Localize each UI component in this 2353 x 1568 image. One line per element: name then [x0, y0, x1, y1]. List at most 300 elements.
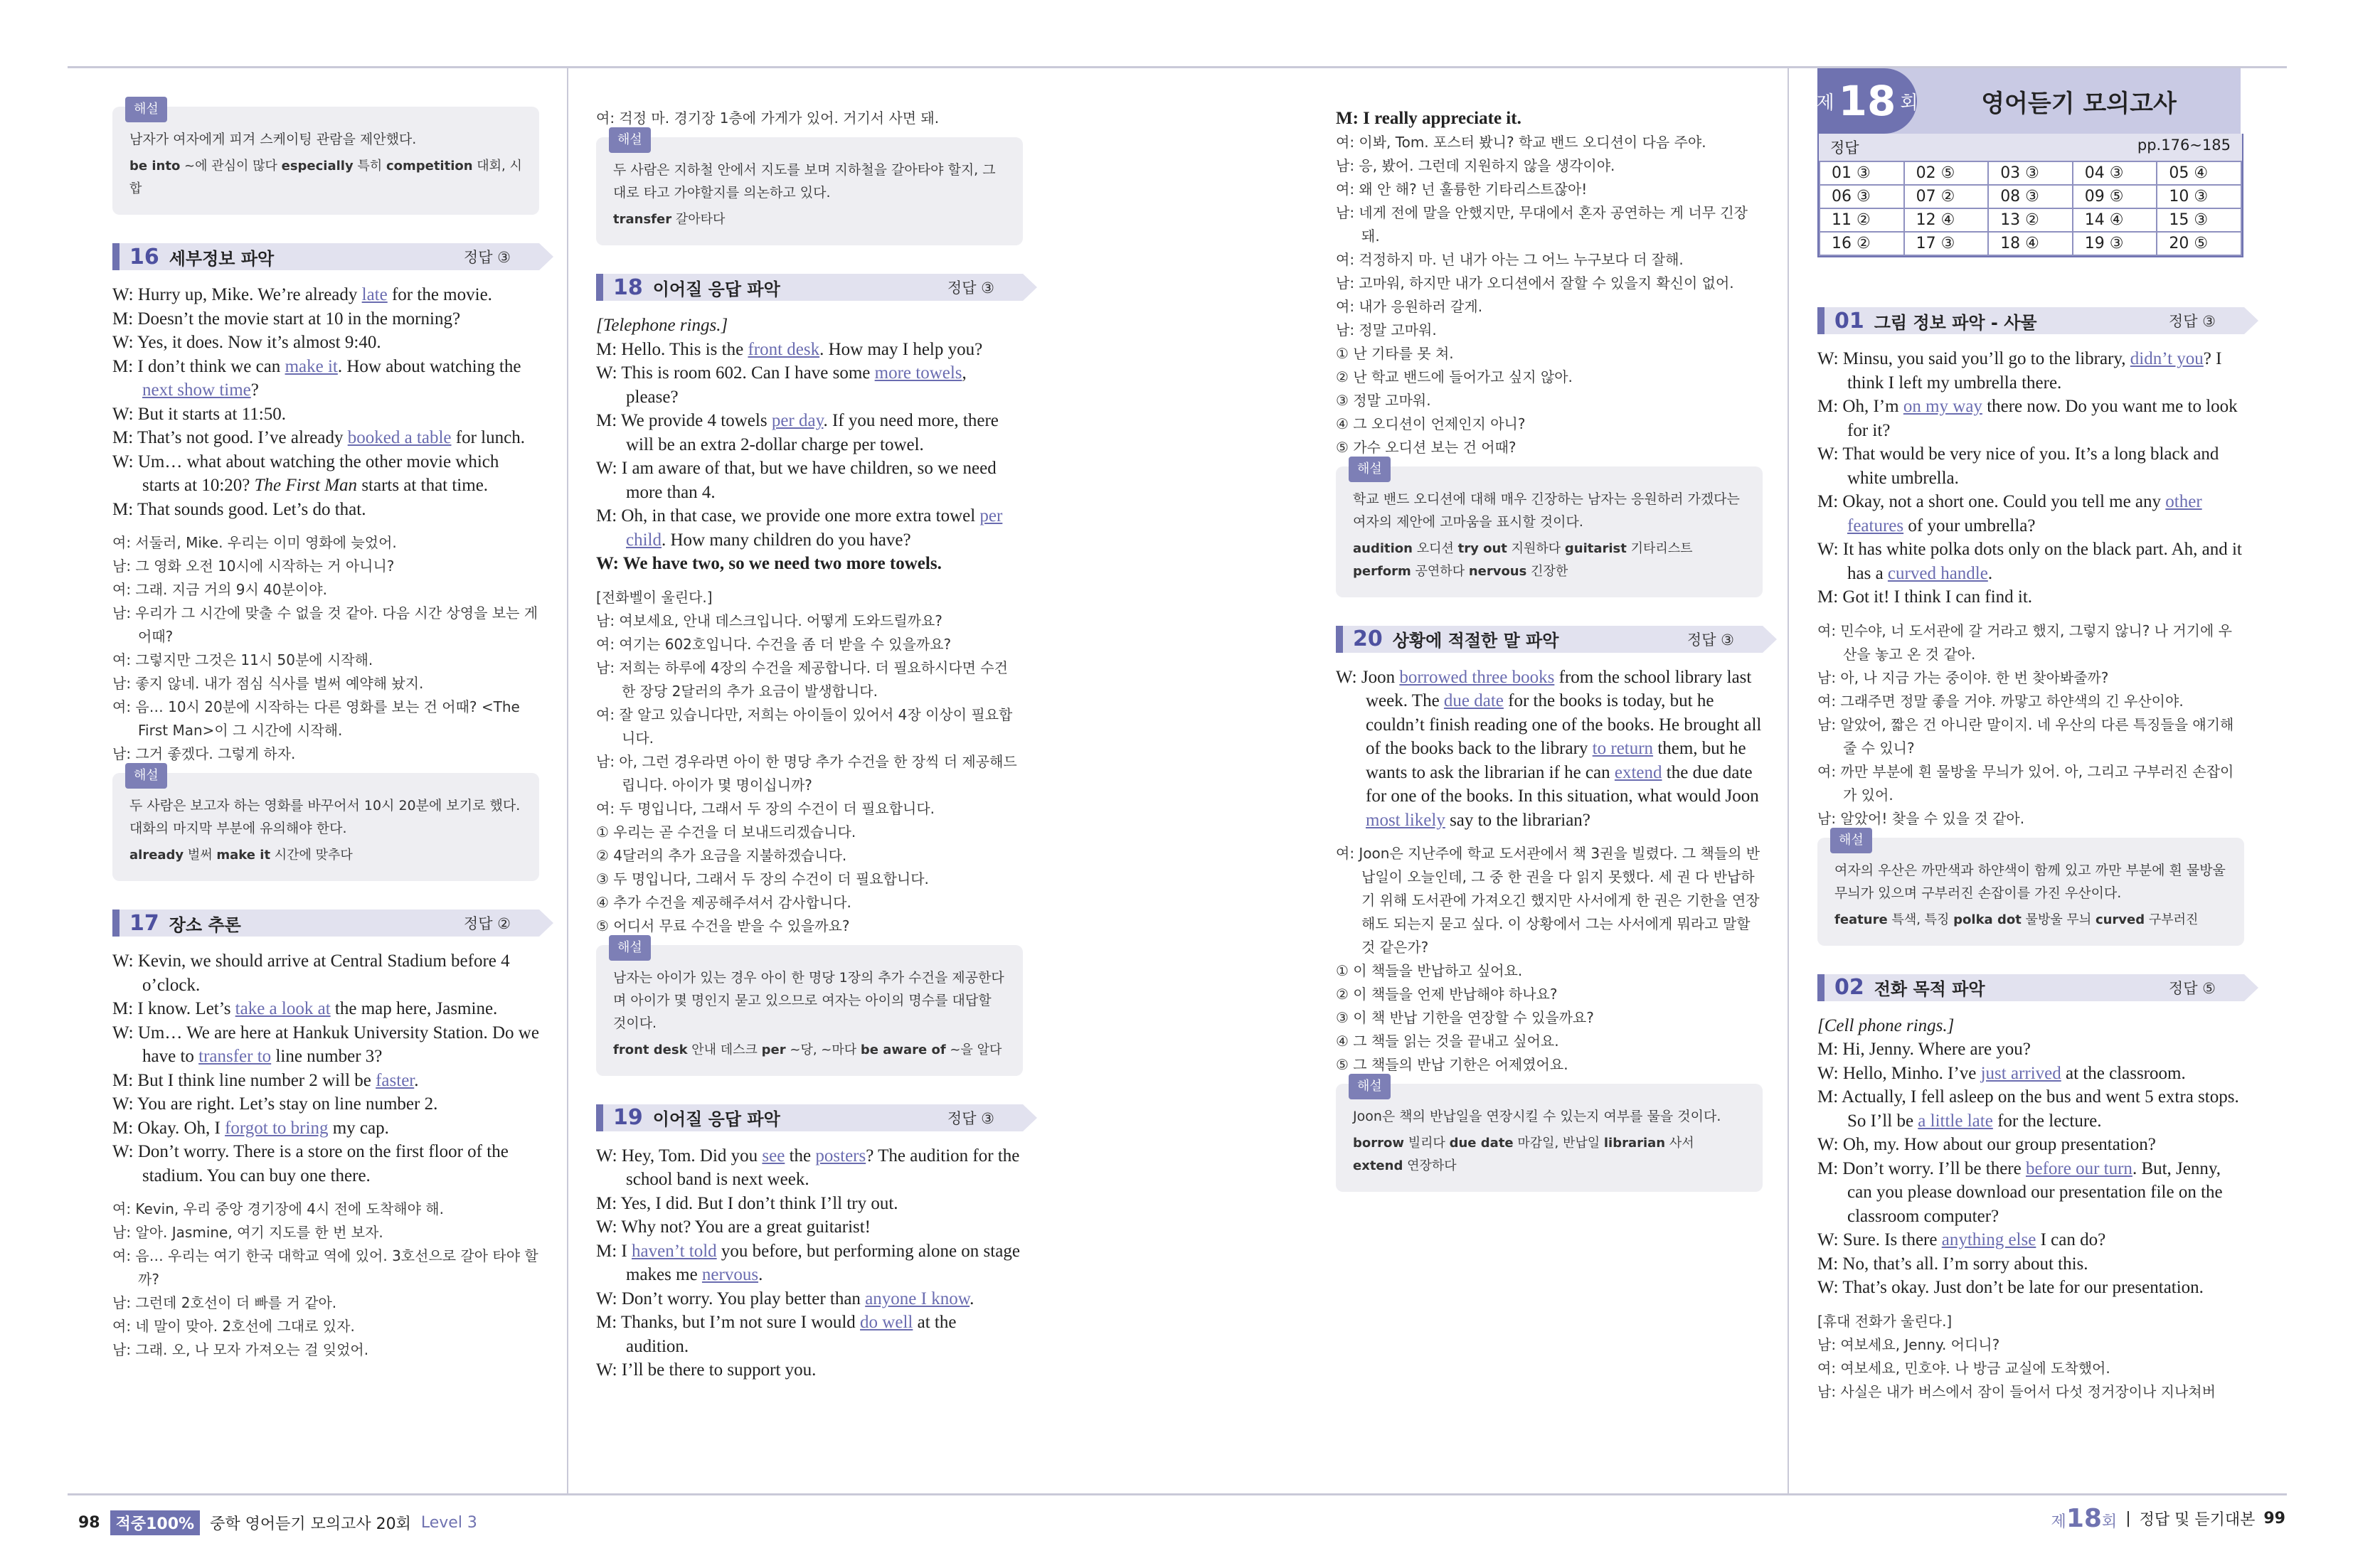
test-number-prefix: 제 — [1816, 92, 1834, 114]
dialogue-line — [1817, 1276, 2244, 1300]
underlined-phrase: borrowed three books — [1399, 667, 1555, 687]
dialogue-text: W: Hurry up, Mike. We’re already — [112, 285, 362, 304]
vocab-meaning: 특색, 특징 — [1887, 912, 1954, 927]
korean-translation — [112, 531, 539, 766]
dialogue-text: M: Oh, in that case, we provide one more extra towel — [596, 506, 980, 526]
section-answer: 정답 ③ — [1687, 631, 1734, 649]
korean-line — [596, 107, 1023, 130]
underlined-phrase: more towels — [874, 363, 962, 383]
dialogue-text: M: That sounds good. Let’s do that. — [112, 499, 366, 519]
english-script — [1336, 107, 1763, 131]
korean-line: ① 난 기타를 못 쳐. — [1336, 344, 1454, 362]
explanation-box — [112, 768, 539, 881]
dialogue-line — [596, 1192, 1023, 1216]
korean-line: ⑤ 그 책들의 반납 기한은 어제였어요. — [1336, 1056, 1568, 1073]
answer-cell: 12 ④ — [1904, 208, 1989, 232]
column-divider — [1788, 68, 1789, 1493]
explanation-text: 두 사람은 지하철 안에서 지도를 보며 지하철을 갈아타야 할지, 그대로 타고 가야할지를 의논하고 있다. — [613, 162, 996, 201]
vocab-word: librarian — [1603, 1136, 1666, 1151]
explanation-box — [596, 132, 1023, 245]
dialogue-line — [112, 1116, 539, 1141]
answer-key-table — [1819, 161, 2242, 256]
dialogue-text: W: This is room 602. Can I have some — [596, 363, 875, 383]
korean-line: [휴대 전화가 울린다.] — [1817, 1312, 1953, 1330]
answer-cell: 07 ② — [1904, 185, 1989, 208]
section-title: 상황에 적절한 말 파악 — [1392, 631, 1559, 651]
korean-line: 남: 알았어! 찾을 수 있을 것 같아. — [1817, 809, 2025, 827]
dialogue-text: M: We provide 4 towels — [596, 411, 772, 430]
section-header-18 — [596, 274, 1023, 301]
dialogue-text: for the movie. — [387, 285, 492, 304]
dialogue-text: for lunch. — [451, 428, 525, 447]
dialogue-line — [112, 498, 539, 522]
dialogue-line — [596, 338, 1023, 362]
section-title: 세부정보 파악 — [169, 248, 275, 269]
series-badge: 적중100% — [110, 1510, 200, 1535]
section-answer: 정답 ③ — [463, 249, 511, 266]
dialogue-line — [596, 1358, 1023, 1382]
korean-line: 여: 까만 부분에 흰 물방울 무늬가 있어. 아, 그리고 구부러진 손잡이가 있어. — [1817, 762, 2234, 804]
korean-line: 남: 그런데 2호선이 더 빠를 거 같아. — [112, 1294, 337, 1311]
dialogue-line — [112, 283, 539, 307]
answer-cell: 09 ⑤ — [2073, 185, 2157, 208]
section-title: 이어질 응답 파악 — [652, 1109, 780, 1129]
vocab-meaning: 마감일, 반납일 — [1513, 1136, 1604, 1151]
dialogue-line — [112, 331, 539, 355]
dialogue-line — [112, 949, 539, 997]
dialogue-text: W: Oh, my. How about our group presentation? — [1817, 1135, 2156, 1154]
vocab-word: make it — [216, 848, 271, 863]
dialogue-text: M: I don’t think we can — [112, 356, 285, 376]
explanation-box — [596, 939, 1023, 1076]
dialogue-text: . How many children do you have? — [662, 530, 911, 550]
korean-line: 여: 서둘러, Mike. 우리는 이미 영화에 늦었어. — [112, 534, 397, 551]
vocab-meaning: 안내 데스크 — [687, 1042, 762, 1057]
section-header-17 — [112, 910, 539, 937]
separator: | — [2125, 1510, 2131, 1527]
vocab-word: especially — [281, 159, 354, 174]
explanation-text: Joon은 책의 반납일을 연장시킬 수 있는지 여부를 물을 것이다. — [1353, 1109, 1721, 1124]
korean-line: 여: 그래주면 정말 좋을 거야. 까맣고 하얀색의 긴 우산이야. — [1817, 692, 2184, 710]
korean-line: ① 우리는 곧 수건을 더 보내드리겠습니다. — [596, 823, 856, 841]
korean-translation — [596, 586, 1023, 938]
korean-line: 남: 저희는 하루에 4장의 수건을 제공합니다. 더 필요하시다면 수건 한 장당 2달러의 추가 요금이 발생합니다. — [596, 658, 1008, 700]
footer-left — [78, 1510, 477, 1535]
dialogue-text: the — [785, 1146, 816, 1166]
dialogue-text: from the school library last week. The — [1366, 667, 1752, 710]
dialogue-line — [1817, 1062, 2244, 1086]
answer-cell: 10 ③ — [2157, 185, 2241, 208]
vocab-list — [129, 844, 522, 867]
korean-line: 남: 여보세요, Jenny. 어디니? — [1817, 1335, 2000, 1353]
dialogue-line — [1817, 347, 2244, 395]
korean-line: 남: 그 영화 오전 10시에 시작하는 거 아니니? — [112, 558, 395, 575]
underlined-phrase: on my way — [1903, 397, 1982, 416]
dialogue-text: M: That’s not good. I’ve already — [112, 428, 348, 447]
answer-cell: 16 ② — [1820, 232, 1904, 255]
vocab-meaning: 기타리스트 — [1626, 540, 1693, 556]
page-number-left: 98 — [78, 1514, 100, 1532]
dialogue-text: W: Kevin, we should arrive at Central Stadium before 4 o’clock. — [112, 951, 510, 995]
vocab-meaning: ~당, ~마다 — [785, 1042, 861, 1057]
dialogue-line — [596, 457, 1023, 504]
answer-cell: 18 ④ — [1988, 232, 2073, 255]
test-number: 18 — [2066, 1504, 2102, 1533]
vocab-list — [613, 208, 1006, 231]
vocab-word: perform — [1353, 563, 1411, 579]
korean-line: 남: 아, 나 지금 가는 중이야. 한 번 찾아봐줄까? — [1817, 668, 2109, 686]
dialogue-line — [596, 361, 1023, 409]
dialogue-text: for the books is today, but he couldn’t finish reading one of the books. He brought all of the books back to the library — [1366, 691, 1762, 758]
underlined-phrase: haven’t told — [632, 1241, 717, 1261]
section-header-20 — [1336, 626, 1763, 653]
section-answer: 정답 ③ — [2168, 313, 2216, 330]
vocab-word: per — [761, 1042, 786, 1057]
section-header-02 — [1817, 974, 2244, 1001]
dialogue-text: starts at that time. — [357, 476, 489, 495]
dialogue-line — [112, 1069, 539, 1093]
korean-line: 여: 이봐, Tom. 포스터 봤니? 학교 밴드 오디션이 다음 주야. — [1336, 133, 1706, 151]
dialogue-line — [112, 450, 539, 498]
underlined-phrase: to return — [1592, 739, 1654, 758]
dialogue-text: M: Actually, I fell asleep on the bus and went 5 extra stops. So I’ll be — [1817, 1087, 2239, 1131]
column-1 — [112, 102, 539, 1369]
vocab-meaning: 연장하다 — [1403, 1158, 1457, 1173]
underlined-phrase: extend — [1614, 762, 1662, 782]
underlined-phrase: curved handle — [1887, 563, 1988, 583]
explanation-text: 학교 밴드 오디션에 대해 매우 긴장하는 남자는 응원하러 가겠다는 여자의 제안에 고마움을 표시할 것이다. — [1353, 491, 1740, 530]
section-number: 19 — [613, 1105, 643, 1130]
dialogue-text: M: But I think line number 2 will be — [112, 1070, 376, 1090]
korean-line: 여: 음… 10시 20분에 시작하는 다른 영화를 보는 건 어때? <The First Man>이 그 시간에 시작해. — [112, 698, 520, 739]
underlined-phrase: next show time — [142, 380, 251, 400]
dialogue-line — [596, 1215, 1023, 1239]
dialogue-text: [Telephone rings.] — [596, 316, 728, 335]
dialogue-text: M: No, that’s all. I’m sorry about this. — [1817, 1254, 2088, 1274]
korean-line: 남: 네게 전에 말을 안했지만, 무대에서 혼자 공연하는 게 너무 긴장돼. — [1336, 203, 1748, 245]
vocab-list — [1834, 909, 2227, 932]
dialogue-line — [1817, 1038, 2244, 1062]
dialogue-text: W: Minsu, you said you’ll go to the library, — [1817, 349, 2130, 368]
korean-translation — [1817, 1310, 2244, 1404]
explanation-box — [1817, 832, 2244, 946]
dialogue-line — [596, 504, 1023, 552]
test-number-badge — [1817, 68, 1917, 134]
section-header-19 — [596, 1104, 1023, 1131]
korean-line: ④ 추가 수건을 제공해주셔서 감사합니다. — [596, 893, 851, 911]
explanation-text: 두 사람은 보고자 하는 영화를 바꾸어서 10시 20분에 보기로 했다. 대화의 마지막 부분에 유의해야 한다. — [129, 798, 521, 836]
vocab-word: transfer — [613, 212, 672, 227]
explanation-tag: 해설 — [1349, 457, 1391, 482]
answer-cell: 08 ③ — [1988, 185, 2073, 208]
vocab-word: extend — [1353, 1158, 1403, 1173]
dialogue-text: ? — [250, 380, 259, 400]
dialogue-text: of your umbrella? — [1903, 516, 2036, 535]
dialogue-text: . — [1987, 563, 1993, 583]
dialogue-text: say to the librarian? — [1445, 810, 1590, 830]
explanation-text: 여자의 우산은 까만색과 하얀색이 함께 있고 까만 부분에 흰 물방울 무늬가 있으며 구부러진 손잡이를 가진 우산이다. — [1834, 862, 2226, 901]
test-number: 18 — [1838, 77, 1896, 125]
dialogue-text: W: That would be very nice of you. It’s a long black and white umbrella. — [1817, 444, 2219, 488]
korean-line: ③ 정말 고마워. — [1336, 391, 1431, 409]
column-2 — [596, 107, 1023, 1382]
korean-line: 여: 내가 응원하러 갈게. — [1336, 297, 1483, 315]
bottom-rule — [68, 1493, 2287, 1495]
vocab-word: already — [129, 848, 184, 863]
korean-line: ② 난 학교 밴드에 들어가고 싶지 않아. — [1336, 368, 1573, 385]
dialogue-text: M: Oh, I’m — [1817, 397, 1903, 416]
explanation-box — [1336, 1079, 1763, 1192]
explanation-text: 남자는 아이가 있는 경우 아이 한 명당 1장의 추가 수건을 제공한다며 아이가 몇 명인지 묻고 있으므로 여자는 아이의 명수를 대답할 것이다. — [613, 969, 1004, 1031]
dialogue-text: W: That’s okay. Just don’t be late for our presentation. — [1817, 1278, 2204, 1297]
dialogue-text: . — [758, 1265, 763, 1284]
explanation-tag: 해설 — [1349, 1074, 1391, 1099]
dialogue-line — [112, 1092, 539, 1116]
dialogue-line — [112, 1021, 539, 1069]
dialogue-text: there now. Do you want me to look for it? — [1847, 397, 2238, 440]
answer-cell: 11 ② — [1820, 208, 1904, 232]
underlined-phrase: faster — [376, 1070, 415, 1090]
english-script — [112, 949, 539, 1188]
underlined-phrase: per day — [771, 411, 824, 430]
dialogue-text: them, but he wants to ask the librarian if he can — [1366, 739, 1746, 782]
korean-line: ③ 두 명입니다, 그래서 두 장의 수건이 더 필요합니다. — [596, 870, 929, 887]
section-name: 정답 및 듣기대본 — [2139, 1511, 2256, 1529]
korean-translation — [1817, 619, 2244, 831]
answer-key-label: 정답 — [1830, 139, 1859, 156]
dialogue-text: . — [970, 1289, 974, 1308]
korean-line: ① 이 책들을 반납하고 싶어요. — [1336, 962, 1523, 979]
korean-line: 여: 민수야, 너 도서관에 갈 거라고 했지, 그렇지 않니? 나 거기에 우산을 놓고 온 것 같아. — [1817, 622, 2232, 663]
underlined-phrase: transfer to — [198, 1047, 272, 1066]
answer-cell: 19 ③ — [2073, 232, 2157, 255]
section-number: 18 — [613, 274, 643, 300]
vocab-word: audition — [1353, 540, 1413, 556]
answer-cell: 14 ④ — [2073, 208, 2157, 232]
dialogue-text: [Cell phone rings.] — [1817, 1015, 1955, 1035]
test-title-box — [1817, 68, 2241, 134]
explanation-box — [1336, 461, 1763, 597]
underlined-phrase: take a look at — [235, 999, 331, 1018]
underlined-phrase: booked a table — [347, 428, 452, 447]
korean-line: ④ 그 오디션이 언제인지 아니? — [1336, 415, 1526, 432]
dialogue-text: ? The audition for the school band is next week. — [626, 1146, 1020, 1189]
answer-cell: 03 ③ — [1988, 161, 2073, 185]
answer-cell: 05 ④ — [2157, 161, 2241, 185]
dialogue-line — [1817, 538, 2244, 585]
dialogue-text: W: You are right. Let’s stay on line number 2. — [112, 1094, 438, 1114]
vocab-meaning: 특히 — [353, 159, 386, 174]
dialogue-text: M: Okay, not a short one. Could you tell me any — [1817, 492, 2166, 511]
korean-line: 여: 음… 우리는 여기 한국 대학교 역에 있어. 3호선으로 갈아 타야 할까? — [112, 1247, 538, 1288]
dialogue-text: W: I am aware of that, but we have children, so we need more than 4. — [596, 459, 997, 502]
dialogue-line — [1817, 490, 2244, 538]
vocab-meaning: 갈아타다 — [671, 212, 726, 227]
dialogue-text: W: But it starts at 11:50. — [112, 404, 286, 424]
vocab-meaning: ~을 알다 — [945, 1042, 1002, 1057]
dialogue-text: . How about watching the — [337, 356, 521, 376]
dialogue-text: The First Man — [254, 476, 358, 495]
dialogue-line — [596, 1239, 1023, 1287]
underlined-phrase: before our turn — [2025, 1158, 2132, 1178]
underlined-phrase: anyone I know — [865, 1289, 970, 1308]
underlined-phrase: see — [762, 1146, 785, 1166]
dialogue-text: W: Sure. Is there — [1817, 1230, 1942, 1249]
dialogue-text: M: Doesn’t the movie start at 10 in the morning? — [112, 309, 461, 329]
vocab-meaning: 벌써 — [184, 848, 217, 863]
dialogue-line — [596, 409, 1023, 457]
vocab-word: front desk — [613, 1042, 688, 1057]
vocab-meaning: 빌리다 — [1404, 1136, 1450, 1151]
korean-line: ② 4달러의 추가 요금을 지불하겠습니다. — [596, 846, 847, 864]
dialogue-text: the due date for one of the books. In this situation, what would Joon — [1366, 762, 1759, 806]
underlined-phrase: forgot to bring — [225, 1118, 329, 1138]
vocab-word: try out — [1457, 540, 1507, 556]
dialogue-text: at the classroom. — [2061, 1063, 2186, 1083]
korean-line: 남: 응, 봤어. 그런데 지원하지 않을 생각이야. — [1336, 156, 1615, 174]
korean-line: 남: 좋지 않네. 내가 점심 식사를 벌써 예약해 놨지. — [112, 675, 424, 692]
underlined-phrase: just arrived — [1980, 1063, 2061, 1083]
answer-cell: 06 ③ — [1820, 185, 1904, 208]
answer-key-pages: pp.176~185 — [2137, 137, 2231, 154]
korean-line: ② 이 책들을 언제 반납해야 하나요? — [1336, 986, 1558, 1003]
underlined-phrase: a little late — [1918, 1111, 1993, 1131]
answer-cell: 17 ③ — [1904, 232, 1989, 255]
korean-line: 남: 그래. 오, 나 모자 가져오는 걸 잊었어. — [112, 1341, 369, 1358]
korean-line: 여: 그렇지만 그것은 11시 50분에 시작해. — [112, 651, 373, 668]
dialogue-text: W: Um… We are here at Hankuk University Station. Do we have to — [112, 1023, 539, 1066]
vocab-word: due date — [1449, 1136, 1514, 1151]
section-answer: 정답 ③ — [947, 279, 994, 297]
dialogue-text: . But, Jenny, can you please download our presentation file on the classroom computer? — [1847, 1158, 2223, 1226]
section-number: 01 — [1834, 308, 1864, 334]
dialogue-line — [1817, 1157, 2244, 1229]
vocab-word: nervous — [1468, 563, 1527, 579]
vocab-meaning: 지원하다 — [1507, 540, 1565, 556]
underlined-phrase: other features — [1847, 492, 2202, 535]
dialogue-line — [1817, 1228, 2244, 1252]
column-divider — [567, 68, 568, 1493]
vocab-word: be into — [129, 159, 181, 174]
vocab-list — [129, 155, 522, 201]
explanation-tag: 해설 — [1830, 828, 1872, 853]
vocab-word: polka dot — [1953, 912, 2022, 927]
korean-line: 남: 아, 그런 경우라면 아이 한 명당 추가 수건을 한 장씩 더 제공해드립니다. 아이가 몇 명이십니까? — [596, 752, 1017, 794]
korean-line: 남: 사실은 내가 버스에서 잠이 들어서 다섯 정거장이나 지나쳐버 — [1817, 1382, 2216, 1400]
korean-line: 여: Kevin, 우리 중앙 경기장에 4시 전에 도착해야 해. — [112, 1200, 444, 1217]
korean-line: 여: 여보세요, 민호야. 나 방금 교실에 도착했어. — [1817, 1359, 2110, 1377]
dialogue-text: ? I think I left my umbrella there. — [1847, 349, 2222, 393]
korean-line: 남: 고마워, 하지만 내가 오디션에서 잘할 수 있을지 확신이 없어. — [1336, 274, 1734, 292]
dialogue-text: W: Um… what about watching the other movie which starts at 10:20? — [112, 452, 499, 495]
vocab-meaning: 긴장한 — [1526, 563, 1568, 579]
dialogue-text: M: I — [596, 1241, 632, 1261]
vocab-word: guitarist — [1564, 540, 1627, 556]
dialogue-line — [1817, 1085, 2244, 1133]
korean-line: 남: 그거 좋겠다. 그렇게 하자. — [112, 745, 296, 762]
dialogue-text: M: Don’t worry. I’ll be there — [1817, 1158, 2026, 1178]
dialogue-line — [1817, 1252, 2244, 1276]
dialogue-line — [596, 1311, 1023, 1358]
explanation-box — [112, 102, 539, 215]
section-number: 20 — [1353, 626, 1383, 651]
dialogue-text: . If you need more, there will be an extra 2-dollar charge per towel. — [626, 411, 999, 454]
vocab-word: curved — [2095, 912, 2145, 927]
test-title: 영어듣기 모의고사 — [1981, 89, 2177, 118]
test-number-prefix: 제 — [2051, 1513, 2066, 1531]
dialogue-line — [112, 307, 539, 331]
english-script — [1817, 347, 2244, 609]
dialogue-line — [1817, 1133, 2244, 1157]
underlined-phrase: late — [361, 285, 388, 304]
section-answer: 정답 ⑤ — [2168, 979, 2216, 997]
korean-line: [전화벨이 울린다.] — [596, 588, 713, 606]
page-number-right: 99 — [2263, 1510, 2285, 1527]
korean-line: 여: 두 명입니다, 그래서 두 장의 수건이 더 필요합니다. — [596, 799, 935, 817]
section-header-16 — [112, 243, 539, 270]
vocab-list — [1353, 1132, 1746, 1178]
book-level: Level 3 — [420, 1514, 477, 1532]
dialogue-text: . How may I help you? — [819, 339, 983, 359]
dialogue-text: W: I’ll be there to support you. — [596, 1360, 817, 1380]
dialogue-text: for the lecture. — [1992, 1111, 2102, 1131]
dialogue-text: M: Thanks, but I’m not sure I would — [596, 1313, 861, 1332]
korean-line: 여: 잘 알고 있습니다만, 저희는 아이들이 있어서 4장 이상이 필요합니다. — [596, 705, 1013, 747]
korean-line: 여: 여기는 602호입니다. 수건을 좀 더 받을 수 있을까요? — [596, 635, 952, 653]
dialogue-line — [1817, 585, 2244, 609]
vocab-meaning: 시간에 맞추다 — [270, 848, 353, 863]
korean-line: 여: Joon은 지난주에 학교 도서관에서 책 3권을 빌렸다. 그 책들의 반납일이 오늘인데, 그 중 한 권을 다 읽지 못했다. 세 권 다 반납하기 위해 도서관에 가져오긴 했지만 사서에게 한 권은 기한을 연장해도 되는지 묻고 싶다. 이 상황에서 그는 사서에게 뭐라고 말할 것 같은가? — [1336, 845, 1760, 956]
vocab-list — [613, 1039, 1006, 1062]
dialogue-text: M: Hello. This is the — [596, 339, 748, 359]
vocab-list — [1353, 538, 1746, 583]
dialogue-line — [112, 402, 539, 427]
korean-translation — [112, 1198, 539, 1362]
answer-cell: 20 ⑤ — [2157, 232, 2241, 255]
underlined-phrase: per child — [626, 506, 1003, 550]
korean-line: 남: 정말 고마워. — [1336, 321, 1437, 338]
section-number: 02 — [1834, 975, 1864, 1000]
korean-line: 여: 걱정하지 마. 넌 내가 아는 그 어느 누구보다 더 잘해. — [1336, 250, 1684, 268]
dialogue-line — [596, 1144, 1023, 1192]
vocab-word: be aware of — [860, 1042, 946, 1057]
section-answer: 정답 ② — [463, 915, 511, 932]
column-4 — [1817, 68, 2244, 1411]
explanation-tag: 해설 — [125, 97, 167, 122]
vocab-word: competition — [386, 159, 473, 174]
dialogue-line — [1336, 666, 1763, 833]
dialogue-text: W: Joon — [1336, 667, 1400, 687]
dialogue-text: , please? — [626, 363, 967, 407]
vocab-meaning: 물방울 무늬 — [2021, 912, 2096, 927]
korean-line: 남: 알아. Jasmine, 여기 지도를 한 번 보자. — [112, 1224, 383, 1241]
underlined-phrase: due date — [1443, 691, 1504, 710]
korean-translation — [1336, 131, 1763, 459]
korean-line: ④ 그 책들 읽는 것을 끝내고 싶어요. — [1336, 1033, 1559, 1050]
section-number: 17 — [129, 910, 159, 936]
dialogue-text: W: It has white polka dots only on the black part. Ah, and it has a — [1817, 540, 2242, 583]
footer-right — [2051, 1504, 2285, 1533]
underlined-phrase: front desk — [748, 339, 820, 359]
answer-cell: 01 ③ — [1820, 161, 1904, 185]
dialogue-text: I can do? — [2036, 1230, 2106, 1249]
dialogue-line — [596, 552, 1023, 576]
underlined-phrase: didn’t you — [2130, 349, 2204, 368]
korean-line: ⑤ 어디서 무료 수건을 받을 수 있을까요? — [596, 917, 850, 934]
dialogue-text: W: Don’t worry. There is a store on the first floor of the stadium. You can buy one there. — [112, 1142, 509, 1185]
korean-translation — [1336, 842, 1763, 1077]
vocab-meaning: 구부러진 — [2145, 912, 2199, 927]
